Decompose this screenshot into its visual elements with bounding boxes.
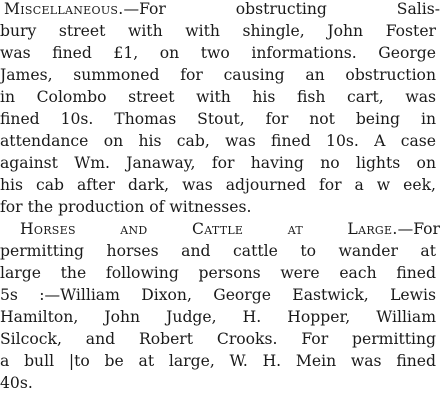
section-heading-horses-and-cattle: Horses and Cattle at Large. [20, 220, 398, 238]
paragraph-2-line-6: Silcock, and Robert Crooks. For permitting [0, 330, 436, 348]
paragraph-2-line-5: Hamilton, John Judge, H. Hopper, William [0, 308, 436, 326]
paragraph-1-line-1: Miscellaneous.—For obstructing Salis- [4, 0, 440, 18]
paragraph-2-line-8: 40s. [0, 374, 33, 392]
paragraph-1-line-8: against Wm. Janaway, for having no lights on [0, 154, 436, 172]
section-heading-miscellaneous: Miscellaneous. [4, 0, 124, 18]
paragraph-2-line-7: a bull |to be at large, W. H. Mein was fined [0, 352, 436, 370]
paragraph-1-line-6: fined 10s. Thomas Stout, for not being in [0, 110, 436, 128]
paragraph-1-line-10: for the production of witnesses. [0, 198, 252, 216]
paragraph-1-line-4: James, summoned for causing an obstruction [0, 66, 436, 84]
paragraph-1-line-5: in Colombo street with his fish cart, was [0, 88, 436, 106]
paragraph-2-line-3: large the following persons were each fined [0, 264, 436, 282]
paragraph-1-line-3: was fined £1, on two informations. George [0, 44, 436, 62]
paragraph-2-line-1: Horses and Cattle at Large.—For [20, 220, 440, 238]
paragraph-1-line-9: his cab after dark, was adjourned for a w eek, [0, 176, 436, 194]
paragraph-2-line-2: permitting horses and cattle to wander at [0, 242, 436, 260]
paragraph-1-line-7: attendance on his cab, was fined 10s. A case [0, 132, 436, 150]
paragraph-1-line-2: bury street with with shingle, John Foster [0, 22, 436, 40]
paragraph-2-line-4: 5s :—William Dixon, George Eastwick, Lewis [0, 286, 436, 304]
